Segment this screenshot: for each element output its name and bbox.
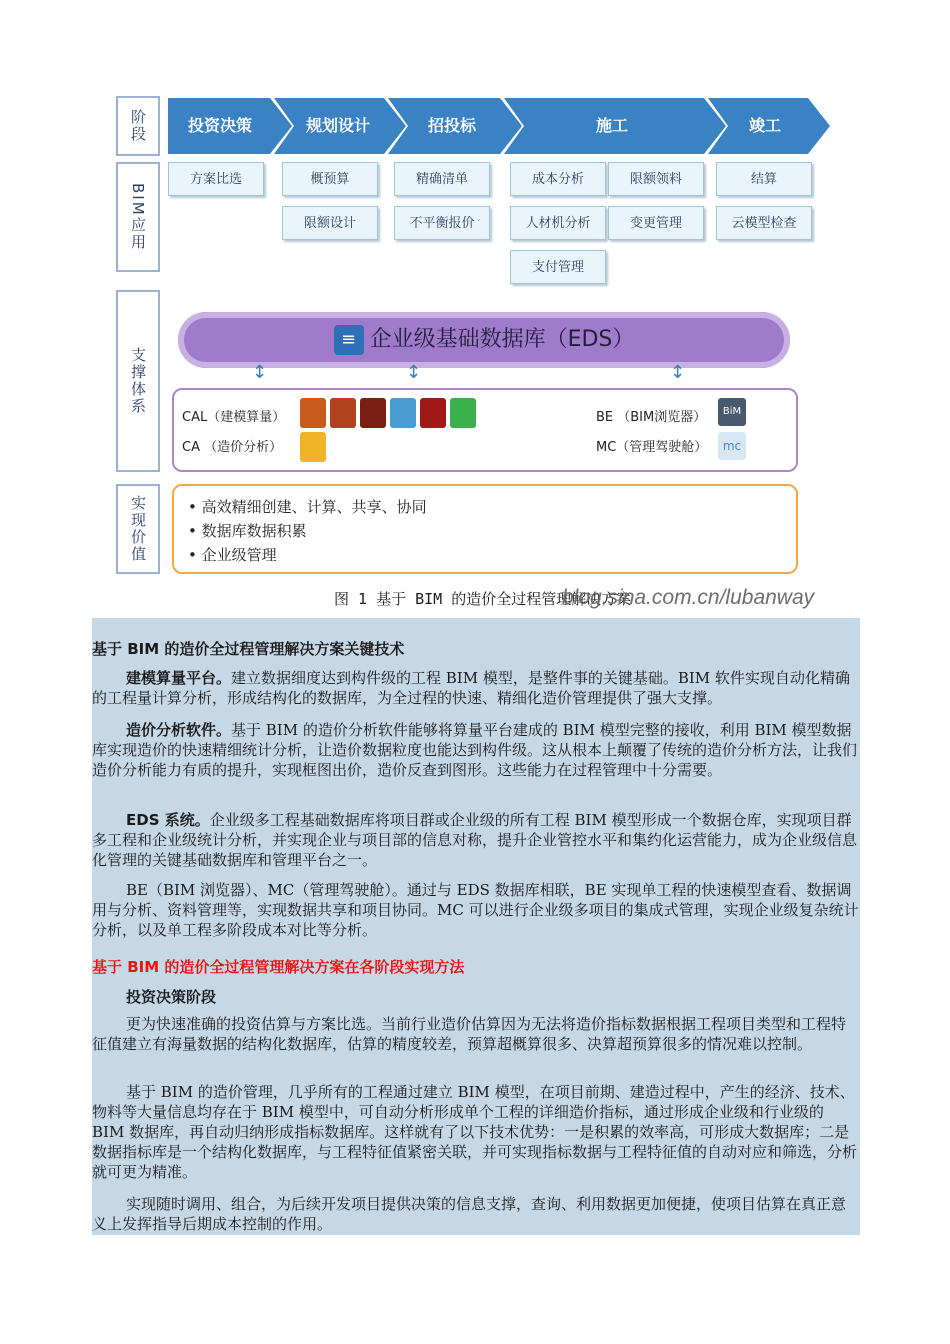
key-tech-heading: 基于 BIM 的造价全过程管理解决方案关键技术 [92,640,405,658]
value-item: • 数据库数据积累 [188,522,307,540]
invest-stage-heading: 投资决策阶段 [126,988,217,1006]
eds-title: 企业级基础数据库（EDS） [369,327,635,352]
cal-tool-icon [360,398,386,428]
cal-tool-icon [330,398,356,428]
app-labor-material: 人材机分析 [510,206,606,240]
cal-tool-icon [420,398,446,428]
app-scheme-compare: 方案比选 [168,162,264,196]
paragraph-modeling: 建模算量平台。建立数据细度达到构件级的工程 BIM 模型，是整件事的关键基础。BIM 软件实现自动化精确的工程量计算分析，形成结构化的数据库，为全过程的快速、精细化造价管理提供了强大支撑。 [92,669,850,707]
be-tool-icon: BiM [718,398,746,426]
stage-arrow-design: 规划设计 [274,98,406,154]
document-page [92,90,860,1235]
value-box [172,484,798,574]
support-system-box [172,388,798,472]
stage-arrow-construct: 施工 [504,98,726,154]
double-arrow-icon: ↕ [252,362,268,383]
stage-arrow-complete: 竣工 [708,98,830,154]
watermark: blog.sina.com.cn/lubanway [562,586,815,609]
row-label-value: 实现价值 [116,484,160,574]
cal-tool-icon [300,398,326,428]
ca-label: CA （造价分析） [182,440,283,455]
app-payment-mgmt: 支付管理 [510,250,606,284]
stage-arrow-bid: 招投标 [388,98,522,154]
eds-cloud [178,312,790,368]
value-item: • 企业级管理 [188,546,277,564]
bim-process-figure [92,90,860,618]
row-label-stage: 阶段 [116,96,160,156]
mc-label: MC（管理驾驶舱） [596,440,708,455]
database-icon: ≡ [334,325,364,355]
app-precise-list: 精确清单 [394,162,490,196]
cal-label: CAL（建模算量） [182,410,286,425]
figure-caption: 图 1 基于 BIM 的造价全过程管理解决方案 [334,590,632,608]
app-settlement: 结算 [716,162,812,196]
cal-tool-icon [390,398,416,428]
cal-tool-icon [450,398,476,428]
double-arrow-icon: ↕ [670,362,686,383]
row-label-support: 支撑体系 [116,290,160,472]
mc-tool-icon: mc [718,432,746,460]
paragraph-eds: EDS 系统。企业级多工程基础数据库将项目群或企业级的所有工程 BIM 模型形成一个数据仓库，实现项目群多工程和企业级统计分析，并实现企业与项目部的信息对称，提升企业管控水平和集约化运营能力，成为企业级信息化管理的关键基础数据库和管理平台之一。 [92,811,858,869]
app-cloud-check: 云模型检查 [716,206,812,240]
app-change-mgmt: 变更管理 [608,206,704,240]
paragraph-bim-cost: 基于 BIM 的造价管理，几乎所有的工程通过建立 BIM 模型，在项目前期、建造过程中，产生的经济、技术、物料等大量信息均存在于 BIM 模型中，可自动分析形成单个工程的详细造价指标，通过形成企业级和行业级的 BIM 数据库，再自动归纳形成指标数据库。这样就有了以下技术优势：一是积累的效率高，可形成大数据库；二是数据指标库是一个结构化数据库，与工程特征值紧密关联，并可实现指标数据与工程特征值的自动对应和筛选，分析就可更为精准。 [92,1083,858,1181]
be-label: BE （BIM浏览器） [596,410,707,425]
app-budget: 概预算 [282,162,378,196]
stage-arrow-invest: 投资决策 [168,98,292,154]
row-label-bim-app: BIM应用 [116,162,160,272]
app-cost-analysis: 成本分析 [510,162,606,196]
paragraph-be-mc: BE（BIM 浏览器）、MC（管理驾驶舱）。通过与 EDS 数据库相联，BE 实现单工程的快速模型查看、数据调用与分析、资料管理等，实现数据共享和项目协同。MC 可以进行企业级多项目的集成式管理，实现企业级复杂统计分析，以及单工程多阶段成本对比等分析。 [92,881,859,939]
app-limit-material: 限额领料 [608,162,704,196]
paragraph-cost-analysis: 造价分析软件。基于 BIM 的造价分析软件能够将算量平台建成的 BIM 模型完整的接收，利用 BIM 模型数据库实现造价的快速精细统计分析，让造价数据粒度也能达到构件级。这从根本上颠覆了传统的造价分析方法，让我们造价分析能力有质的提升，实现框图出价，造价反查到图形。这些能力在过程管理中十分需要。 [92,721,858,779]
ca-tool-icon [300,432,326,462]
double-arrow-icon: ↕ [406,362,422,383]
stage-method-heading: 基于 BIM 的造价全过程管理解决方案在各阶段实现方法 [92,958,465,976]
value-item: • 高效精细创建、计算、共享、协同 [188,498,427,516]
app-limit-design: 限额设计 [282,206,378,240]
paragraph-reuse: 实现随时调用、组合，为后续开发项目提供决策的信息支撑，查询、利用数据更加便捷，使项目估算在真正意义上发挥指导后期成本控制的作用。 [92,1195,847,1233]
app-unbalanced-quote: 不平衡报价 [394,206,490,240]
paragraph-estimate: 更为快速准确的投资估算与方案比选。当前行业造价估算因为无法将造价指标数据根据工程项目类型和工程特征值建立有海量数据的结构化数据库，估算的精度较差，预算超概算很多、决算超预算很多的情况难以控制。 [92,1015,847,1053]
